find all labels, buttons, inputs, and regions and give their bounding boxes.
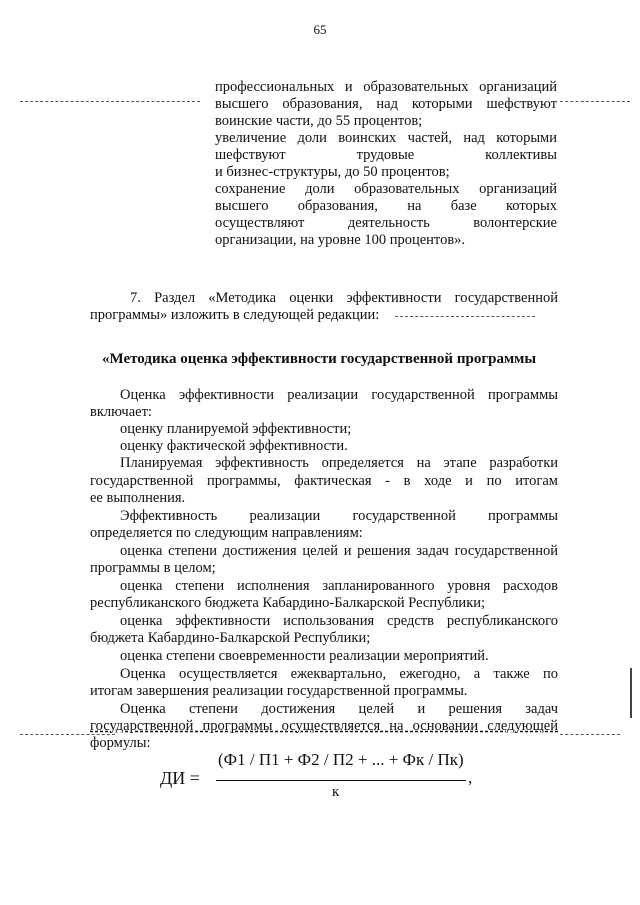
body-line-2: включает: — [90, 404, 152, 420]
top-line-1: профессиональных и образовательных организаций — [215, 79, 557, 95]
body-line-13: республиканского бюджета Кабардино-Балкарской Республики; — [90, 595, 486, 611]
section7-line-1: 7. Раздел «Методика оценки эффективности государственной — [130, 290, 558, 306]
scan-artifact-edge — [630, 668, 632, 718]
top-line-8: высшего образования, на базе которых — [215, 198, 557, 214]
body-line-16: оценка степени своевременности реализации мероприятий. — [120, 648, 489, 664]
top-line-7: сохранение доли образовательных организаций — [215, 181, 557, 197]
top-line-3: воинские части, до 55 процентов; — [215, 113, 423, 129]
formula-lhs: ДИ = — [160, 768, 200, 788]
formula-trailing: , — [468, 768, 473, 787]
body-line-3: оценку планируемой эффективности; — [120, 421, 352, 437]
body-line-1: Оценка эффективности реализации государственной программы — [120, 387, 558, 403]
formula-numerator — [218, 750, 464, 770]
body-line-17: Оценка осуществляется ежеквартально, ежегодно, а также по — [120, 666, 558, 682]
scan-artifact-line — [560, 734, 620, 735]
top-line-4: увеличение доли воинских частей, над которыми — [215, 130, 557, 146]
scan-artifact-line — [20, 101, 200, 102]
methodology-heading: «Методика оценка эффективности государственной программы — [102, 351, 537, 367]
formula-numerator-text: (Ф1 / П1 + Ф2 / П2 + ... + Фк / Пк) — [218, 750, 464, 769]
body-line-7: ее выполнения. — [90, 490, 186, 506]
top-line-9: осуществляют деятельность волонтерские — [215, 215, 557, 231]
body-line-4: оценку фактической эффективности. — [120, 438, 348, 454]
body-line-18: итогам завершения реализации государственной программы. — [90, 683, 468, 699]
body-line-11: программы в целом; — [90, 560, 216, 576]
body-line-6: государственной программы, фактическая - в ходе и по итогам — [90, 473, 558, 489]
top-line-5: шефствуют трудовые коллективы — [215, 147, 557, 163]
top-line-10: организации, на уровне 100 процентов». — [215, 232, 466, 248]
body-line-19: Оценка степени достижения целей и решения задач — [120, 701, 558, 717]
formula-denominator: к — [332, 784, 340, 800]
body-line-20: государственной программы осуществляется на основании следующей — [90, 718, 558, 734]
scan-artifact-line — [560, 101, 630, 102]
body-line-5: Планируемая эффективность определяется на этапе разработки — [120, 455, 558, 471]
body-line-10: оценка степени достижения целей и решения задач государственной — [120, 543, 558, 559]
body-line-15: бюджета Кабардино-Балкарской Республики; — [90, 630, 371, 646]
body-line-21: формулы: — [90, 735, 151, 751]
body-line-9: определяется по следующим направлениям: — [90, 525, 363, 541]
body-line-8: Эффективность реализации государственной программы — [120, 508, 558, 524]
top-line-6: и бизнес-структуры, до 50 процентов; — [215, 164, 450, 180]
top-line-2: высшего образования, над которыми шефствуют — [215, 96, 557, 112]
body-line-14: оценка эффективности использования средств республиканского — [120, 613, 558, 629]
body-line-12: оценка степени исполнения запланированного уровня расходов — [120, 578, 558, 594]
section7-line-2: программы» изложить в следующей редакции: — [90, 307, 380, 323]
scan-artifact-line — [395, 316, 535, 317]
efficiency-formula — [160, 750, 500, 810]
formula-fraction-bar — [216, 780, 466, 781]
page-number: 65 — [313, 22, 327, 37]
